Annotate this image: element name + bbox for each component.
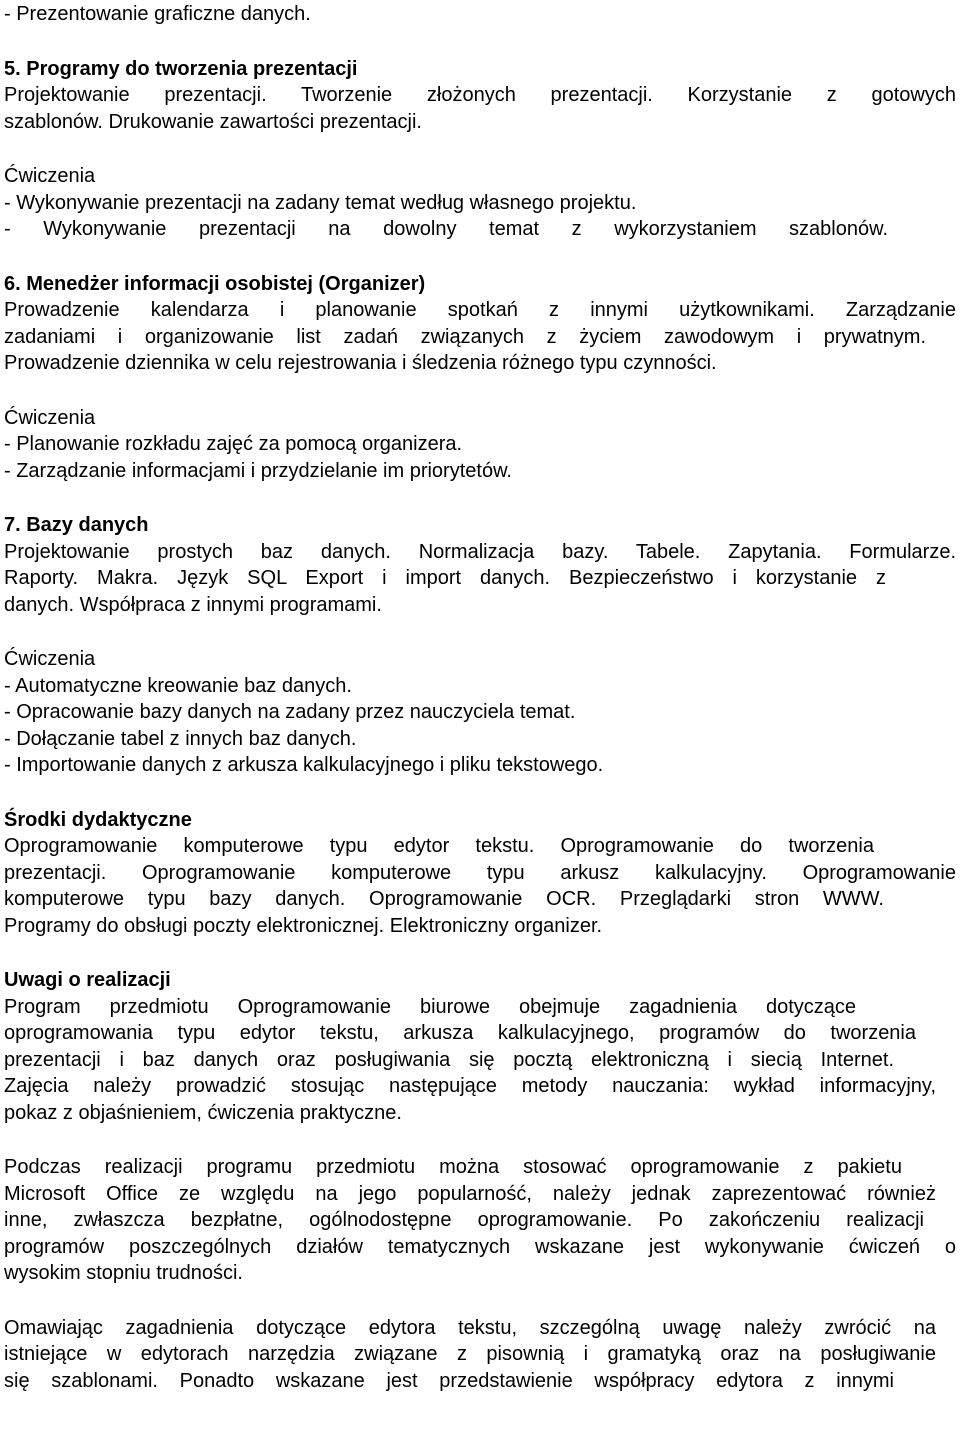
srodki-body-line: Oprogramowanie komputerowe typu edytor tekstu. Oprogramowanie do tworzenia <box>4 835 874 857</box>
srodki-heading: Środki dydaktyczne <box>4 808 192 831</box>
section-7-heading: 7. Bazy danych <box>4 514 149 536</box>
section-7-exercises-title: Ćwiczenia <box>4 648 96 670</box>
uwagi-para1-line: Zajęcia należy prowadzić stosując następujące metody nauczania: wykład informacyjny, <box>4 1075 936 1097</box>
section-5-exercises-title: Ćwiczenia <box>4 165 96 187</box>
section-6-body-line: Prowadzenie dziennika w celu rejestrowania i śledzenia różnego typu czynności. <box>4 352 717 374</box>
section-5-exercise: - Wykonywanie prezentacji na zadany temat według własnego projektu. <box>4 191 637 214</box>
section-7-body-line: Projektowanie prostych baz danych. Normalizacja bazy. Tabele. Zapytania. Formularze. <box>4 540 956 563</box>
document-page <box>4 1 956 1394</box>
srodki-body-line: prezentacji. Oprogramowanie komputerowe typu arkusz kalkulacyjny. Oprogramowanie <box>4 861 956 884</box>
uwagi-para2-line: wysokim stopniu trudności. <box>4 1262 243 1284</box>
section-6-heading: 6. Menedżer informacji osobistej (Organizer) <box>4 272 426 295</box>
section-7-exercise: - Importowanie danych z arkusza kalkulacyjnego i pliku tekstowego. <box>4 754 604 776</box>
section-7-exercise: - Automatyczne kreowanie baz danych. <box>4 674 352 697</box>
section-7-body-line: danych. Współpraca z innymi programami. <box>4 593 382 616</box>
section-7-exercise: - Opracowanie bazy danych na zadany przez nauczyciela temat. <box>4 701 576 723</box>
uwagi-heading: Uwagi o realizacji <box>4 969 171 991</box>
uwagi-para2-line: programów poszczególnych działów tematycznych wskazane jest wykonywanie ćwiczeń o <box>4 1235 956 1258</box>
section-6-exercise: - Planowanie rozkładu zajęć za pomocą organizera. <box>4 433 463 455</box>
intro-line: - Prezentowanie graficzne danych. <box>4 3 311 25</box>
section-5-body-line: Projektowanie prezentacji. Tworzenie złożonych prezentacji. Korzystanie z gotowych <box>4 84 956 106</box>
section-5-heading: 5. Programy do tworzenia prezentacji <box>4 57 358 80</box>
section-5-body-line: szablonów. Drukowanie zawartości prezentacji. <box>4 110 422 133</box>
uwagi-para1-line: oprogramowania typu edytor tekstu, arkusza kalkulacyjnego, programów do tworzenia <box>4 1022 916 1044</box>
section-5-exercise: - Wykonywanie prezentacji na dowolny temat z wykorzystaniem szablonów. <box>4 218 888 240</box>
srodki-body-line: Programy do obsługi poczty elektronicznej. Elektroniczny organizer. <box>4 914 603 937</box>
uwagi-para3-line: istniejące w edytorach narzędzia związane z pisownią i gramatyką oraz na posługiwanie <box>4 1343 936 1365</box>
uwagi-para2-line: Podczas realizacji programu przedmiotu można stosować oprogramowanie z pakietu <box>4 1156 902 1178</box>
section-6-exercises-title: Ćwiczenia <box>4 406 96 429</box>
section-6-body-line: zadaniami i organizowanie list zadań związanych z życiem zawodowym i prywatnym. <box>4 325 926 348</box>
uwagi-para1-line: prezentacji i baz danych oraz posługiwania się pocztą elektroniczną i siecią Internet. <box>4 1048 894 1071</box>
uwagi-para2-line: inne, zwłaszcza bezpłatne, ogólnodostępne oprogramowanie. Po zakończeniu realizacji <box>4 1209 924 1231</box>
section-7-exercise: - Dołączanie tabel z innych baz danych. <box>4 727 357 750</box>
uwagi-para1-line: pokaz z objaśnieniem, ćwiczenia praktyczne. <box>4 1101 402 1124</box>
uwagi-para3-line: Omawiając zagadnienia dotyczące edytora tekstu, szczególną uwagę należy zwrócić na <box>4 1316 936 1339</box>
uwagi-para3-line: się szablonami. Ponadto wskazane jest przedstawienie współpracy edytora z innymi <box>4 1369 894 1392</box>
section-6-body-line: Prowadzenie kalendarza i planowanie spotkań z innymi użytkownikami. Zarządzanie <box>4 299 956 321</box>
uwagi-para2-line: Microsoft Office ze względu na jego popularność, należy jednak zaprezentować również <box>4 1182 936 1205</box>
uwagi-para1-line: Program przedmiotu Oprogramowanie biurowe obejmuje zagadnienia dotyczące <box>4 995 856 1018</box>
section-7-body-line: Raporty. Makra. Język SQL Export i import danych. Bezpieczeństwo i korzystanie z <box>4 567 886 589</box>
section-6-exercise: - Zarządzanie informacjami i przydzielanie im priorytetów. <box>4 459 512 482</box>
srodki-body-line: komputerowe typu bazy danych. Oprogramowanie OCR. Przeglądarki stron WWW. <box>4 888 884 910</box>
